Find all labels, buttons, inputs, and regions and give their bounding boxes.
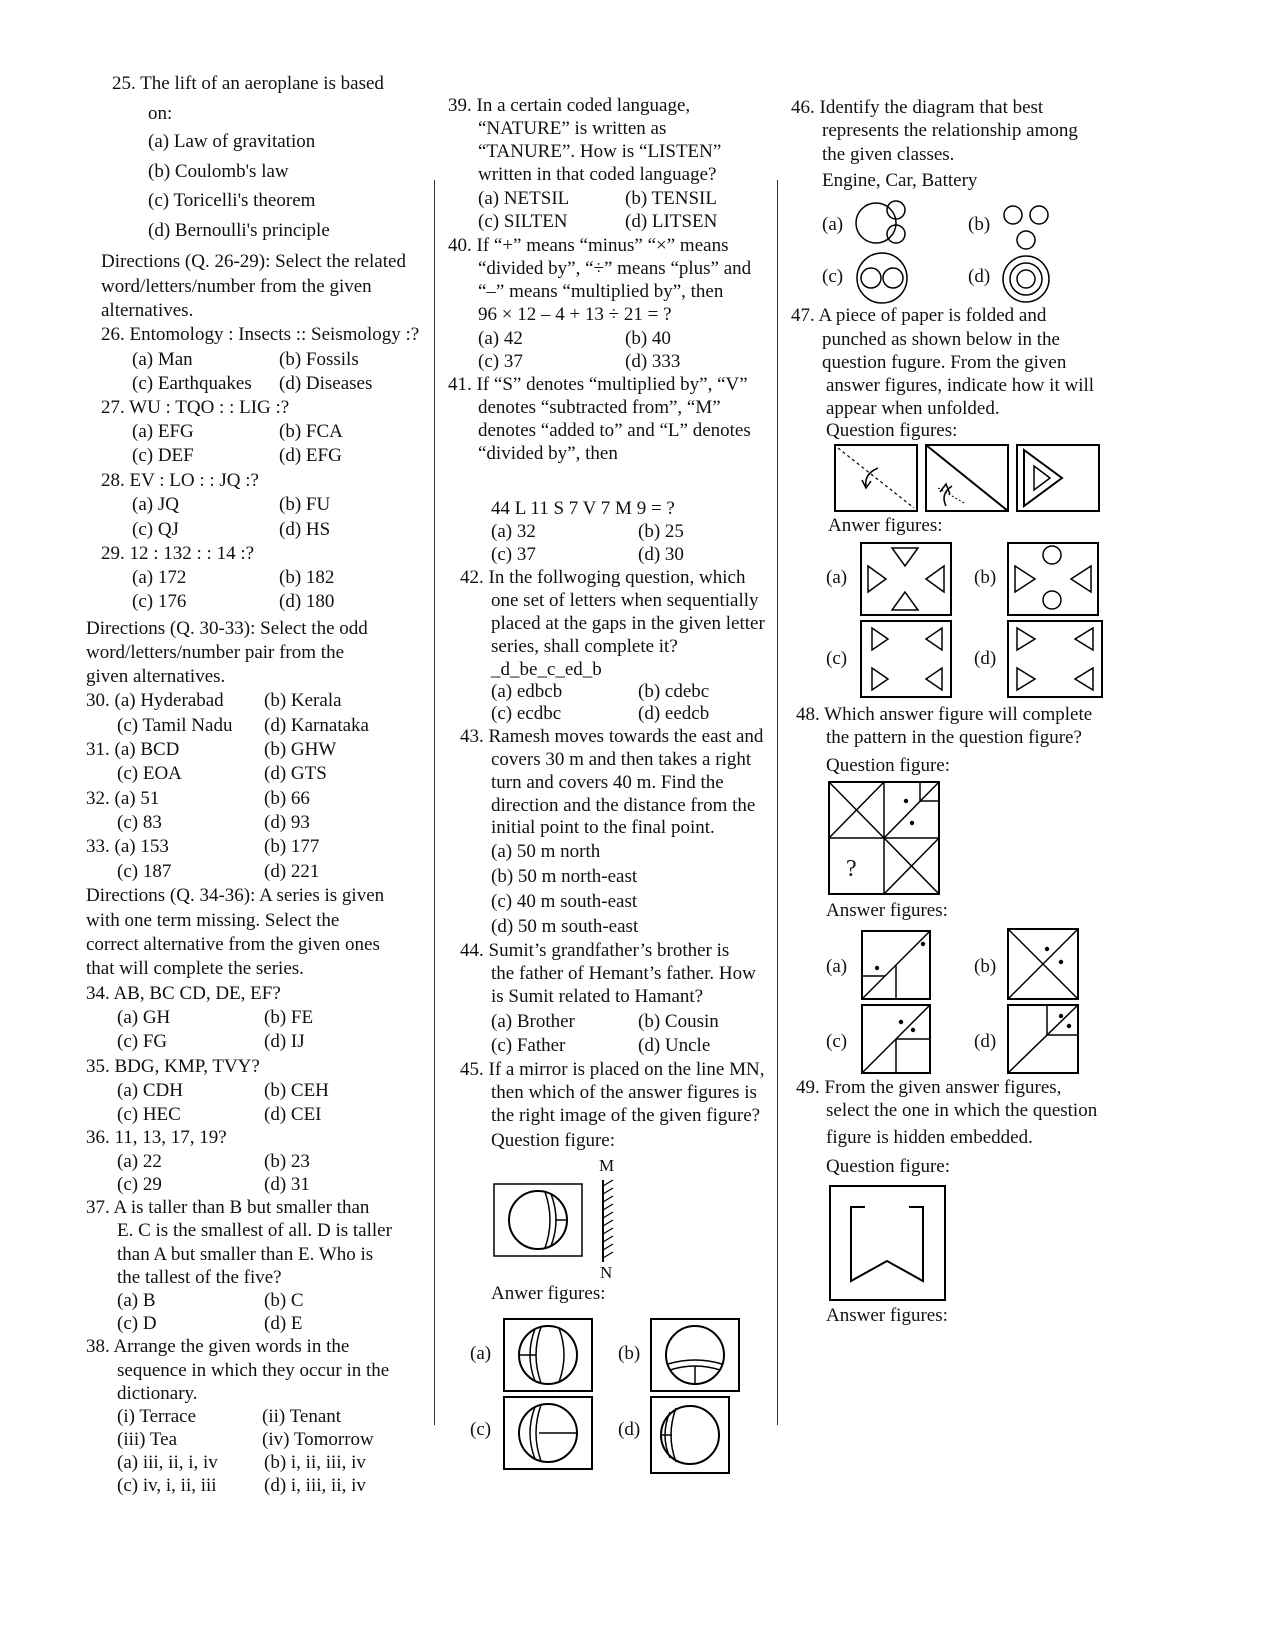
dir26-line2: word/letters/number from the given [101, 276, 372, 297]
q43-line2: covers 30 m and then takes a right [491, 749, 752, 770]
q48-option-a-label: (a) [826, 956, 848, 977]
q44-option-c: (c) Father [491, 1035, 566, 1056]
q48-option-b-label: (b) [974, 956, 997, 977]
q32-option-d: (d) 93 [264, 812, 310, 833]
q33-option-b: (b) 177 [264, 836, 320, 857]
q39-line2: “NATURE” is written as [478, 118, 667, 139]
q32-option-c: (c) 83 [117, 812, 162, 833]
q42-option-c: (c) ecdbc [491, 703, 562, 724]
q29-option-a: (a) 172 [132, 567, 187, 588]
q36-option-d: (d) 31 [264, 1174, 310, 1195]
q38-word-ii: (ii) Tenant [262, 1406, 342, 1427]
q28-option-b: (b) FU [279, 494, 331, 515]
q25-option-b: (b) Coulomb's law [148, 161, 289, 182]
q38-option-c: (c) iv, i, ii, iii [117, 1475, 217, 1496]
q43-line4: direction and the distance from the [491, 795, 756, 816]
q46-line3: the given classes. [822, 144, 955, 165]
q45-mirror-label-n: N [600, 1263, 613, 1282]
q38-option-d: (d) i, iii, ii, iv [264, 1475, 366, 1496]
q26-option-a: (a) Man [132, 349, 193, 370]
q48-question-figure-label: Question figure: [826, 755, 951, 776]
q27-option-d: (d) EFG [279, 445, 342, 466]
q28-option-a: (a) JQ [132, 494, 179, 515]
q35-option-b: (b) CEH [264, 1080, 329, 1101]
q46-option-b-label: (b) [968, 214, 991, 235]
q49-line2: select the one in which the question [826, 1100, 1098, 1121]
q45-mirror [597, 1180, 617, 1262]
q34-option-c: (c) FG [117, 1031, 168, 1052]
q44-option-a: (a) Brother [491, 1011, 575, 1032]
q40-line2: “divided by”, “÷” means “plus” and [478, 258, 752, 279]
q39-option-d: (d) LITSEN [625, 211, 718, 232]
q46-diagram-c [852, 252, 912, 304]
q30-option-c: (c) Tamil Nadu [117, 715, 233, 736]
q45-option-c-label: (c) [470, 1419, 492, 1440]
q45-answer-figure-a [503, 1318, 593, 1392]
q26-option-d: (d) Diseases [279, 373, 373, 394]
q39-option-a: (a) NETSIL [478, 188, 570, 209]
q40-option-b: (b) 40 [625, 328, 671, 349]
q31-option-a: 31. (a) BCD [86, 739, 180, 760]
q47-answer-figure-b [1007, 542, 1099, 616]
dir26-line1: Directions (Q. 26-29): Select the related [101, 251, 406, 272]
q46-line1: 46. Identify the diagram that best [791, 97, 1044, 118]
q31-option-d: (d) GTS [264, 763, 327, 784]
q45-line3: the right image of the given figure? [491, 1105, 761, 1126]
q41-option-a: (a) 32 [491, 521, 536, 542]
q25-line2: on: [148, 103, 173, 124]
dir34-line2: with one term missing. Select the [86, 910, 340, 931]
q34-question: 34. AB, BC CD, DE, EF? [86, 983, 281, 1004]
q35-option-c: (c) HEC [117, 1104, 181, 1125]
dir30-line3: given alternatives. [86, 666, 226, 687]
q40-option-a: (a) 42 [478, 328, 523, 349]
q25-option-a: (a) Law of gravitation [148, 131, 316, 152]
q38-line1: 38. Arrange the given words in the [86, 1336, 350, 1357]
q34-option-b: (b) FE [264, 1007, 314, 1028]
q47-line3: question fugure. From the given [822, 352, 1067, 373]
q31-option-c: (c) EOA [117, 763, 182, 784]
q33-option-c: (c) 187 [117, 861, 172, 882]
q38-line3: dictionary. [117, 1383, 198, 1404]
q45-option-b-label: (b) [618, 1343, 641, 1364]
q48-answer-figure-b [1007, 928, 1079, 1000]
q40-line4: 96 × 12 – 4 + 13 ÷ 21 = ? [478, 304, 672, 325]
q37-option-c: (c) D [117, 1313, 157, 1334]
q46-classes: Engine, Car, Battery [822, 170, 978, 191]
q39-option-c: (c) SILTEN [478, 211, 568, 232]
q41-expression: 44 L 11 S 7 V 7 M 9 = ? [491, 498, 675, 519]
q37-line1: 37. A is taller than B but smaller than [86, 1197, 370, 1218]
q43-option-d: (d) 50 m south-east [491, 916, 639, 937]
q29-question: 29. 12 : 132 : : 14 :? [101, 543, 255, 564]
q38-option-a: (a) iii, ii, i, iv [117, 1452, 218, 1473]
q42-series: _d_be_c_ed_b [491, 659, 602, 680]
q47-option-d-label: (d) [974, 648, 997, 669]
q39-line1: 39. In a certain coded language, [448, 95, 691, 116]
q41-option-d: (d) 30 [638, 544, 684, 565]
q41-line2: denotes “subtracted from”, “M” [478, 397, 721, 418]
q47-question-figures [834, 444, 1100, 512]
q31-option-b: (b) GHW [264, 739, 337, 760]
q45-answer-figures-label: Anwer figures: [491, 1283, 606, 1304]
q46-diagram-b [1000, 203, 1052, 251]
q38-word-iii: (iii) Tea [117, 1429, 178, 1450]
q25-line1: 25. The lift of an aeroplane is based [112, 73, 384, 94]
q40-line3: “–” means “multiplied by”, then [478, 281, 724, 302]
q44-line3: is Sumit related to Hamant? [491, 986, 704, 1007]
q35-option-a: (a) CDH [117, 1080, 183, 1101]
q43-option-a: (a) 50 m north [491, 841, 601, 862]
q48-question-figure [828, 781, 940, 895]
q48-line2: the pattern in the question figure? [826, 727, 1082, 748]
q48-option-c-label: (c) [826, 1031, 848, 1052]
q49-line1: 49. From the given answer figures, [796, 1077, 1062, 1098]
dir34-line1: Directions (Q. 34-36): A series is given [86, 885, 385, 906]
q47-answer-figures-label: Anwer figures: [828, 515, 943, 536]
q47-question-figures-label: Question figures: [826, 420, 958, 441]
q47-line4: answer figures, indicate how it will [826, 375, 1095, 396]
q36-option-b: (b) 23 [264, 1151, 310, 1172]
q30-option-a: 30. (a) Hyderabad [86, 690, 224, 711]
q43-line5: initial point to the final point. [491, 817, 715, 838]
q45-line2: then which of the answer figures is [491, 1082, 757, 1103]
q43-option-c: (c) 40 m south-east [491, 891, 638, 912]
q47-line1: 47. A piece of paper is folded and [791, 305, 1047, 326]
q41-option-b: (b) 25 [638, 521, 684, 542]
q36-option-a: (a) 22 [117, 1151, 162, 1172]
q26-question: 26. Entomology : Insects :: Seismology :? [101, 324, 420, 345]
q48-answer-figure-d [1007, 1004, 1079, 1074]
q42-line4: series, shall complete it? [491, 636, 678, 657]
q27-option-a: (a) EFG [132, 421, 194, 442]
q48-line1: 48. Which answer figure will complete [796, 704, 1093, 725]
q46-diagram-d [1000, 253, 1052, 305]
q38-word-iv: (iv) Tomorrow [262, 1429, 374, 1450]
q33-option-a: 33. (a) 153 [86, 836, 169, 857]
q45-answer-figure-c [503, 1396, 593, 1470]
q45-answer-figure-d [650, 1396, 730, 1474]
q48-option-d-label: (d) [974, 1031, 997, 1052]
dir30-line1: Directions (Q. 30-33): Select the odd [86, 618, 368, 639]
q37-line3: than A but smaller than E. Who is [117, 1244, 374, 1265]
q39-line3: “TANURE”. How is “LISTEN” [478, 141, 722, 162]
q49-question-figure [829, 1185, 946, 1301]
q36-option-c: (c) 29 [117, 1174, 162, 1195]
q38-option-b: (b) i, ii, iii, iv [264, 1452, 366, 1473]
q41-line3: denotes “added to” and “L” denotes [478, 420, 751, 441]
q45-answer-figure-b [650, 1318, 740, 1392]
q38-line2: sequence in which they occur in the [117, 1360, 390, 1381]
q29-option-b: (b) 182 [279, 567, 335, 588]
q45-question-figure [493, 1183, 583, 1257]
q48-question-mark: ? [846, 856, 857, 882]
q32-option-a: 32. (a) 51 [86, 788, 160, 809]
q34-option-d: (d) IJ [264, 1031, 305, 1052]
q45-option-d-label: (d) [618, 1419, 641, 1440]
q39-line4: written in that coded language? [478, 164, 717, 185]
q49-question-figure-label: Question figure: [826, 1156, 951, 1177]
q28-question: 28. EV : LO : : JQ :? [101, 470, 259, 491]
q45-line1: 45. If a mirror is placed on the line MN, [460, 1059, 765, 1080]
q36-question: 36. 11, 13, 17, 19? [86, 1127, 227, 1148]
q29-option-d: (d) 180 [279, 591, 335, 612]
q43-line3: turn and covers 40 m. Find the [491, 772, 724, 793]
q41-line4: “divided by”, then [478, 443, 618, 464]
q26-option-b: (b) Fossils [279, 349, 359, 370]
dir34-line4: that will complete the series. [86, 958, 304, 979]
dir26-line3: alternatives. [101, 300, 194, 321]
q37-option-a: (a) B [117, 1290, 156, 1311]
q28-option-d: (d) HS [279, 519, 331, 540]
q49-answer-figures-label: Answer figures: [826, 1305, 948, 1326]
q30-option-d: (d) Karnataka [264, 715, 369, 736]
q47-answer-figure-c [860, 620, 952, 698]
q45-question-figure-label: Question figure: [491, 1130, 616, 1151]
q45-mirror-label-m: M [599, 1156, 615, 1175]
q41-option-c: (c) 37 [491, 544, 536, 565]
column-divider-2 [777, 180, 778, 1425]
q42-line1: 42. In the follwoging question, which [460, 567, 746, 588]
q27-option-b: (b) FCA [279, 421, 343, 442]
q47-option-b-label: (b) [974, 567, 997, 588]
q44-option-d: (d) Uncle [638, 1035, 711, 1056]
q48-answer-figure-c [861, 1004, 931, 1074]
column-divider-1 [434, 180, 435, 1425]
q48-answer-figure-a [861, 930, 931, 1000]
q35-question: 35. BDG, KMP, TVY? [86, 1056, 260, 1077]
q38-word-i: (i) Terrace [117, 1406, 197, 1427]
q42-option-a: (a) edbcb [491, 681, 563, 702]
dir34-line3: correct alternative from the given ones [86, 934, 380, 955]
q42-option-b: (b) cdebc [638, 681, 710, 702]
q37-line4: the tallest of the five? [117, 1267, 282, 1288]
q46-line2: represents the relationship among [822, 120, 1078, 141]
q29-option-c: (c) 176 [132, 591, 187, 612]
q37-option-b: (b) C [264, 1290, 304, 1311]
q46-option-d-label: (d) [968, 266, 991, 287]
q46-option-c-label: (c) [822, 266, 844, 287]
q47-option-c-label: (c) [826, 648, 848, 669]
q42-option-d: (d) eedcb [638, 703, 710, 724]
q46-option-a-label: (a) [822, 214, 844, 235]
q44-line2: the father of Hemant’s father. How [491, 963, 756, 984]
q37-line2: E. C is the smallest of all. D is taller [117, 1220, 392, 1241]
q25-option-d: (d) Bernoulli's principle [148, 220, 330, 241]
q27-option-c: (c) DEF [132, 445, 194, 466]
q47-answer-figure-d [1007, 620, 1103, 698]
q32-option-b: (b) 66 [264, 788, 310, 809]
q30-option-b: (b) Kerala [264, 690, 342, 711]
q39-option-b: (b) TENSIL [625, 188, 717, 209]
q40-line1: 40. If “+” means “minus” “×” means [448, 235, 729, 256]
q48-answer-figures-label: Answer figures: [826, 900, 948, 921]
q47-answer-figure-a [860, 542, 952, 616]
q37-option-d: (d) E [264, 1313, 303, 1334]
q42-line2: one set of letters when sequentially [491, 590, 759, 611]
dir30-line2: word/letters/number pair from the [86, 642, 345, 663]
q43-option-b: (b) 50 m north-east [491, 866, 638, 887]
q44-option-b: (b) Cousin [638, 1011, 719, 1032]
q26-option-c: (c) Earthquakes [132, 373, 252, 394]
q44-line1: 44. Sumit’s grandfather’s brother is [460, 940, 730, 961]
q47-line2: punched as shown below in the [822, 329, 1060, 350]
q43-line1: 43. Ramesh moves towards the east and [460, 726, 764, 747]
q34-option-a: (a) GH [117, 1007, 171, 1028]
q28-option-c: (c) QJ [132, 519, 179, 540]
q49-line3: figure is hidden embedded. [826, 1127, 1033, 1148]
q25-option-c: (c) Toricelli's theorem [148, 190, 316, 211]
q46-diagram-a [852, 198, 912, 248]
q41-line1: 41. If “S” denotes “multiplied by”, “V” [448, 374, 748, 395]
q47-line5: appear when unfolded. [826, 398, 1000, 419]
q40-option-d: (d) 333 [625, 351, 681, 372]
q27-question: 27. WU : TQO : : LIG :? [101, 397, 290, 418]
q45-option-a-label: (a) [470, 1343, 492, 1364]
q47-option-a-label: (a) [826, 567, 848, 588]
q40-option-c: (c) 37 [478, 351, 523, 372]
q33-option-d: (d) 221 [264, 861, 320, 882]
q42-line3: placed at the gaps in the given letter [491, 613, 765, 634]
q35-option-d: (d) CEI [264, 1104, 322, 1125]
